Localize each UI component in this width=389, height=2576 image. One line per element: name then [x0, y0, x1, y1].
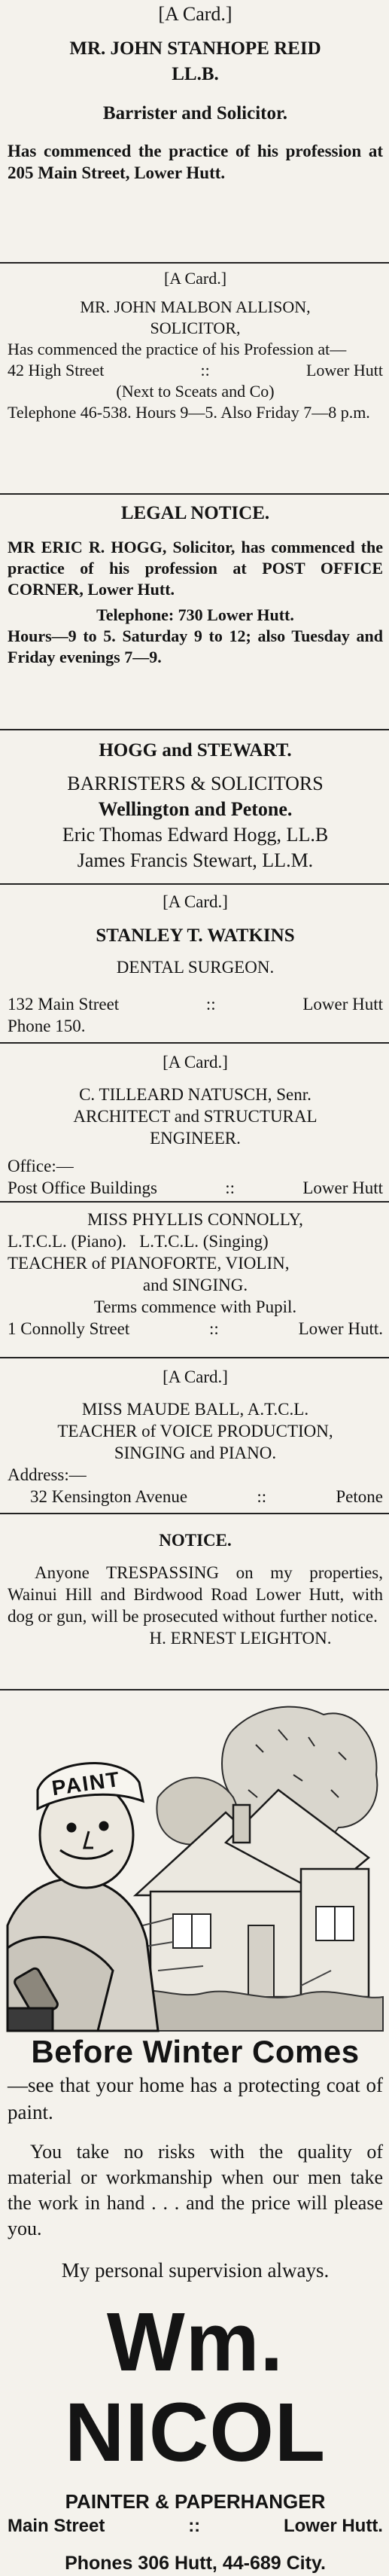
ad-wm-nicol: [0, 1690, 389, 2574]
address-street: 42 High Street: [8, 361, 105, 380]
ad-body: Anyone TRESPASSING on my properties, Wainui Hill and Birdwood Road Lower Hutt, with dog or gun, will be prosecuted without further notice.: [8, 1563, 383, 1626]
address-line: [8, 2514, 383, 2538]
ad-hogg-and-stewart: [0, 730, 389, 885]
hours-text: Hours—9 to 5. Saturday 9 to 12; also Tuesday and Friday evenings 7—9.: [8, 626, 383, 666]
address-line: [8, 1318, 383, 1340]
advertiser-title: Barrister and Solicitor.: [102, 103, 288, 123]
office-label: Office:—: [8, 1157, 74, 1175]
address-street: 32 Kensington Avenue: [30, 1487, 188, 1506]
advertiser-qualifications: L.T.C.L. (Piano). L.T.C.L. (Singing): [8, 1232, 269, 1251]
ad-line: and SINGING.: [142, 1276, 248, 1294]
ad-john-stanhope-reid: [0, 0, 389, 264]
ad-phyllis-connolly: [0, 1203, 389, 1358]
ad-heading: NOTICE.: [159, 1531, 232, 1550]
address-town: Lower Hutt: [302, 995, 383, 1014]
address-line: [8, 360, 383, 381]
address-street: Post Office Buildings: [8, 1178, 157, 1197]
ad-tilleard-natusch: [0, 1044, 389, 1203]
ad-line: Wellington and Petone.: [98, 798, 293, 820]
ad-body: Has commenced the practice of his profession at 205 Main Street, Lower Hutt.: [8, 142, 383, 182]
address-separator: ::: [225, 1178, 236, 1197]
advertiser-name: MR. JOHN MALBON ALLISON,: [80, 297, 311, 316]
ad-line: James Francis Stewart, LL.M.: [77, 849, 314, 871]
advertiser-role: ARCHITECT and STRUCTURAL: [73, 1107, 318, 1126]
address-separator: ::: [205, 995, 216, 1014]
card-tag: [A Card.]: [163, 1053, 228, 1072]
address-note: (Next to Sceats and Co): [116, 382, 275, 401]
address-separator: ::: [200, 361, 210, 380]
phone-text: Phone 150.: [8, 1017, 86, 1035]
address-separator: ::: [257, 1487, 267, 1506]
address-street: Main Street: [8, 2516, 105, 2536]
ad-heading: LEGAL NOTICE.: [120, 503, 270, 523]
ad-stanley-watkins: [0, 885, 389, 1044]
ad-headline: Before Winter Comes: [31, 2034, 360, 2069]
advertiser-name: MISS PHYLLIS CONNOLLY,: [87, 1210, 303, 1229]
advertiser-name: MISS MAUDE BALL, A.T.C.L.: [81, 1400, 309, 1419]
cap-paint-label: PAINT: [50, 1767, 123, 1800]
advertiser-name: C. TILLEARD NATUSCH, Senr.: [79, 1085, 312, 1104]
address-label: Address:—: [8, 1465, 87, 1484]
terms-text: Terms commence with Pupil.: [93, 1297, 297, 1316]
address-line: [8, 993, 383, 1015]
ad-body: You take no risks with the quality of material or workmanship when our men take the work in hand . . . and the price will please you.: [8, 2141, 383, 2239]
address-line: [8, 1177, 383, 1199]
ad-line: BARRISTERS & SOLICITORS: [67, 773, 324, 794]
advertiser-degree: LL.B.: [172, 64, 219, 84]
address-street: 132 Main Street: [8, 995, 120, 1014]
advertiser-role: ENGINEER.: [150, 1129, 241, 1148]
supervision-text: My personal supervision always.: [61, 2259, 330, 2282]
ad-body: MR ERIC R. HOGG, Solicitor, has commenced the practice of his profession at POST OFFICE CORNER, Lower Hutt.: [8, 538, 383, 599]
ad-line: TEACHER of VOICE PRODUCTION,: [57, 1422, 333, 1440]
phone-text: Telephone: 730 Lower Hutt.: [96, 605, 294, 624]
advertiser-name: STANLEY T. WATKINS: [96, 925, 295, 946]
address-town: Lower Hutt: [305, 361, 383, 380]
signature-text: H. ERNEST LEIGHTON.: [149, 1629, 332, 1648]
hours-text: Telephone 46-538. Hours 9—5. Also Friday 7—8 p.m.: [8, 403, 370, 422]
ad-body: Has commenced the practice of his Profession at—: [8, 340, 347, 358]
advertiser-role: DENTAL SURGEON.: [116, 958, 275, 977]
address-line: [8, 1486, 383, 1507]
ad-line: Eric Thomas Edward Hogg, LL.B: [62, 824, 329, 846]
address-town: Lower Hutt: [302, 1178, 383, 1197]
card-tag: [A Card.]: [163, 1367, 228, 1386]
ad-trespass-notice: [0, 1514, 389, 1690]
phone-text: Phones 306 Hutt, 44-689 City.: [65, 2553, 326, 2574]
address-street: 1 Connolly Street: [8, 1319, 130, 1338]
ad-line: TEACHER of PIANOFORTE, VIOLIN,: [8, 1254, 290, 1273]
painter-house-illustration: [8, 1700, 383, 2031]
ad-heading: HOGG and STEWART.: [99, 740, 292, 761]
ad-john-malbon-allison: [0, 264, 389, 495]
card-tag: [A Card.]: [163, 269, 227, 288]
advertiser-name: Wm. NICOL: [64, 2296, 327, 2479]
address-separator: ::: [188, 2516, 201, 2536]
address-separator: ::: [209, 1319, 219, 1338]
ad-line: SINGING and PIANO.: [114, 1443, 277, 1462]
card-tag: [A Card.]: [163, 892, 228, 911]
advertiser-role: SOLICITOR,: [150, 319, 241, 337]
ad-legal-notice-hogg: [0, 495, 389, 730]
ad-maude-ball: [0, 1358, 389, 1514]
card-tag: [A Card.]: [158, 3, 232, 25]
address-town: Petone: [336, 1487, 383, 1506]
ad-subhead: —see that your home has a protecting coat of paint.: [8, 2074, 383, 2123]
address-town: Lower Hutt.: [298, 1319, 383, 1338]
address-town: Lower Hutt.: [283, 2516, 383, 2536]
advertiser-name: MR. JOHN STANHOPE REID: [69, 38, 321, 59]
advertiser-trade: PAINTER & PAPERHANGER: [65, 2490, 326, 2513]
